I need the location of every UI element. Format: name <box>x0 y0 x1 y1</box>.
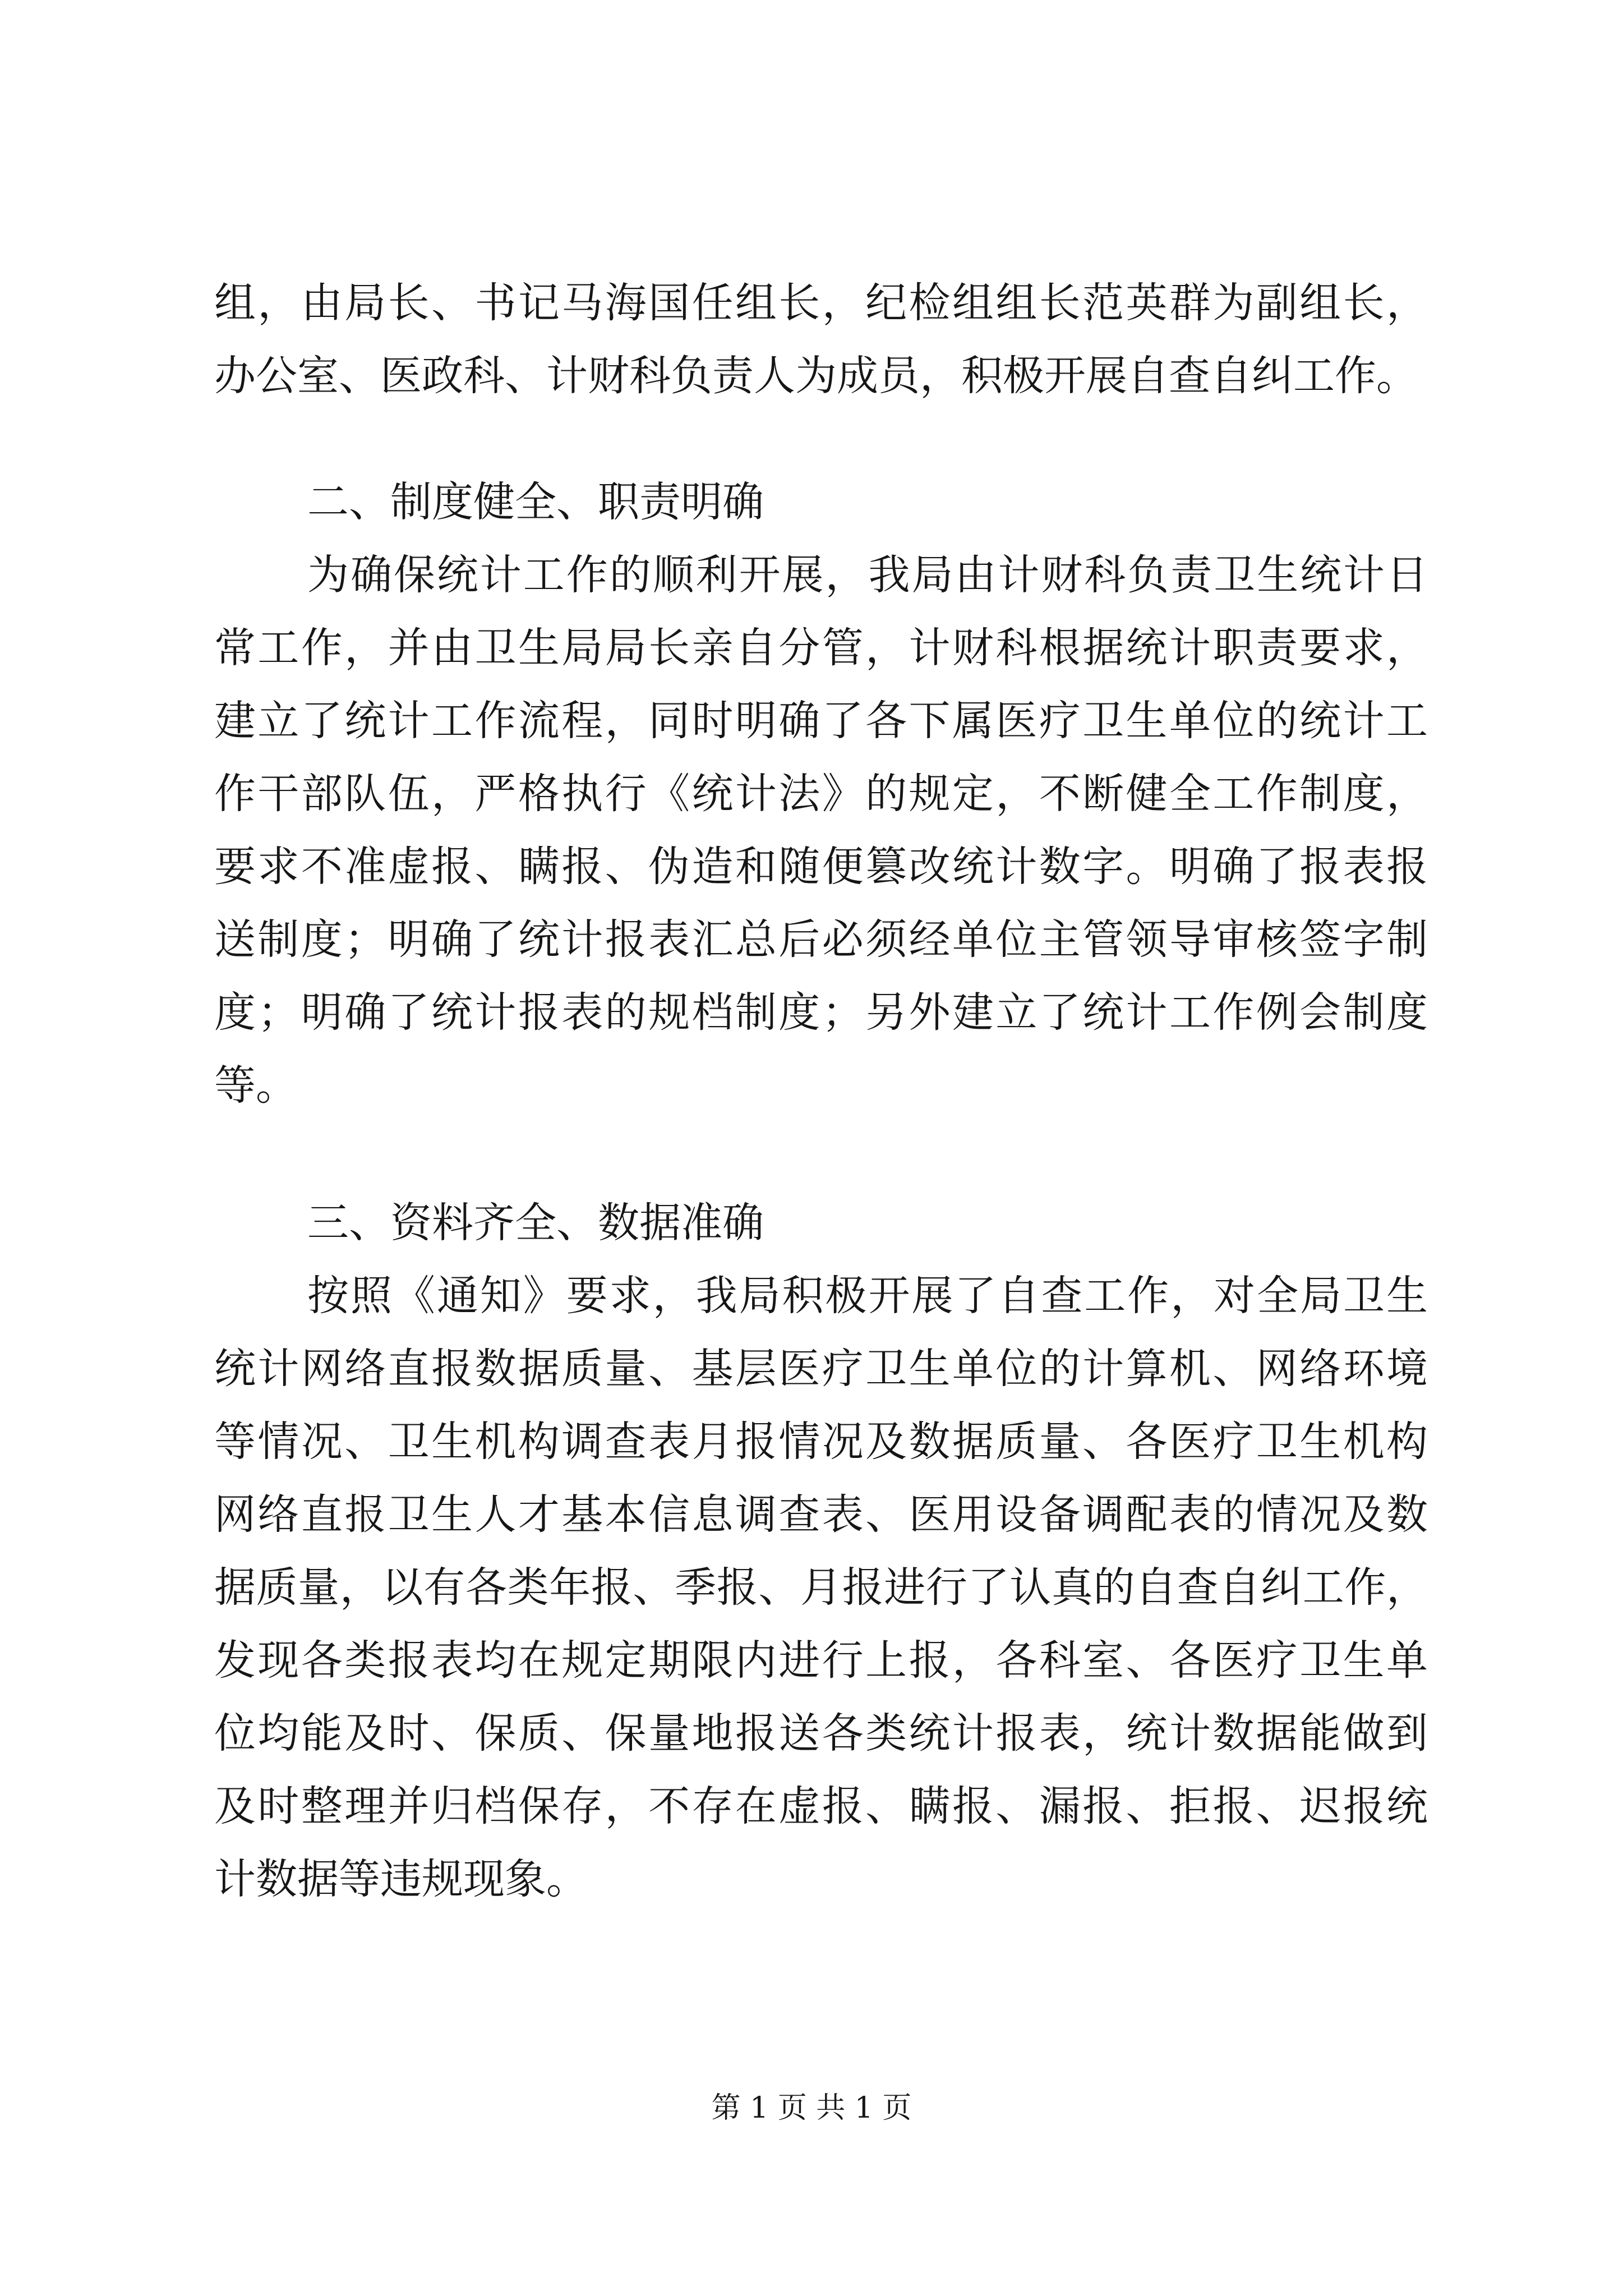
paragraph-line: 度；明确了统计报表的规档制度；另外建立了统计工作例会制度 <box>214 988 1428 1037</box>
paragraph-line: 常工作，并由卫生局局长亲自分管，计财科根据统计职责要求， <box>214 624 1428 672</box>
page-footer: 第 1 页 共 1 页 <box>711 2091 912 2125</box>
paragraph-line: 计数据等违规现象。 <box>214 1855 588 1903</box>
paragraph-line: 组，由局长、书记马海国任组长，纪检组组长范英群为副组长， <box>214 279 1428 327</box>
paragraph-line: 等。 <box>214 1061 297 1110</box>
paragraph-line: 网络直报卫生人才基本信息调查表、医用设备调配表的情况及数 <box>214 1490 1428 1539</box>
paragraph-line: 建立了统计工作流程，同时明确了各下属医疗卫生单位的统计工 <box>214 697 1428 745</box>
paragraph-line: 作干部队伍，严格执行《统计法》的规定，不断健全工作制度， <box>214 770 1428 818</box>
paragraph-line: 要求不准虚报、瞒报、伪造和随便篡改统计数字。明确了报表报 <box>214 843 1428 891</box>
paragraph-line: 为确保统计工作的顺利开展，我局由计财科负责卫生统计日 <box>307 551 1428 599</box>
paragraph-line: 办公室、医政科、计财科负责人为成员，积极开展自查自纠工作。 <box>214 352 1418 400</box>
section-heading: 二、制度健全、职责明确 <box>307 478 764 526</box>
paragraph-line: 统计网络直报数据质量、基层医疗卫生单位的计算机、网络环境 <box>214 1345 1428 1393</box>
section-heading: 三、资料齐全、数据准确 <box>307 1199 764 1247</box>
paragraph-line: 及时整理并归档保存，不存在虚报、瞒报、漏报、拒报、迟报统 <box>214 1782 1428 1830</box>
paragraph-line: 位均能及时、保质、保量地报送各类统计报表，统计数据能做到 <box>214 1709 1428 1757</box>
paragraph-line: 等情况、卫生机构调查表月报情况及数据质量、各医疗卫生机构 <box>214 1418 1428 1466</box>
paragraph-line: 发现各类报表均在规定期限内进行上报，各科室、各医疗卫生单 <box>214 1636 1428 1685</box>
paragraph-line: 据质量，以有各类年报、季报、月报进行了认真的自查自纠工作， <box>214 1563 1428 1612</box>
paragraph-line: 送制度；明确了统计报表汇总后必须经单位主管领导审核签字制 <box>214 915 1428 964</box>
paragraph-line: 按照《通知》要求，我局积极开展了自查工作，对全局卫生 <box>307 1272 1428 1320</box>
